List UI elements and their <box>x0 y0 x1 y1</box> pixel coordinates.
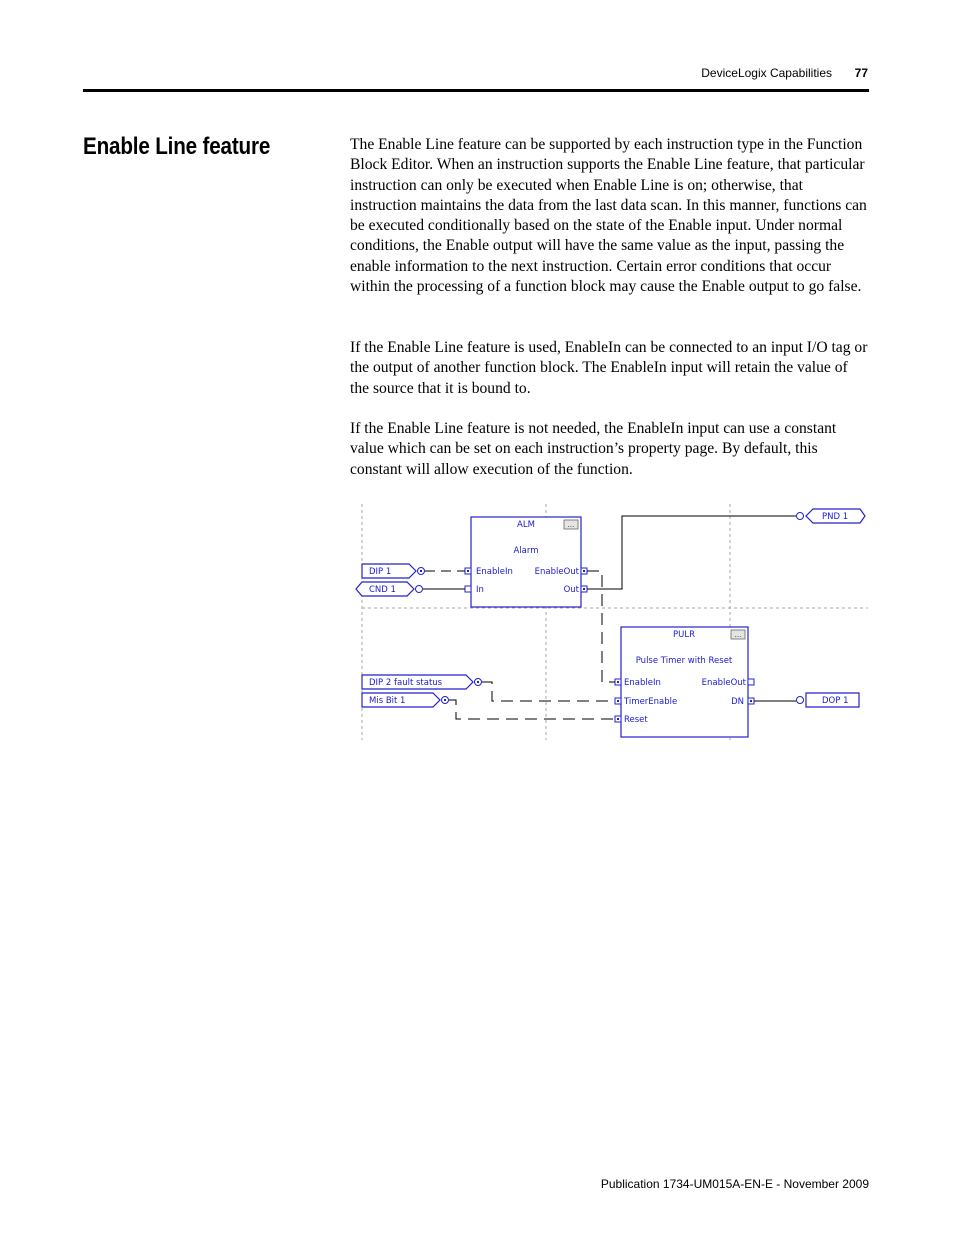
tag-pnd1[interactable] <box>797 509 866 523</box>
sheet-grid <box>362 504 868 740</box>
alm-port-in: In <box>476 585 484 595</box>
alm-tag: ALM <box>517 520 535 530</box>
pulr-tag: PULR <box>673 630 695 640</box>
pulr-port-enablein: EnableIn <box>624 678 661 688</box>
svg-text:PND 1: PND 1 <box>822 512 849 522</box>
footer-publication: Publication 1734-UM015A-EN-E - November 2009 <box>600 1177 869 1191</box>
alm-block[interactable] <box>465 517 587 607</box>
pulr-port-dn: DN <box>731 697 744 707</box>
header-rule <box>83 89 869 92</box>
tag-dop1[interactable] <box>797 693 860 707</box>
pulr-menu-dots: ... <box>734 631 742 639</box>
tag-dip1[interactable] <box>362 564 425 578</box>
alm-port-out: Out <box>563 585 579 595</box>
alm-name: Alarm <box>513 546 539 556</box>
body-paragraph-1: The Enable Line feature can be supported by each instruction type in the Function Block Editor. When an instruction supports the Enable Line feature, that particular instruction can only be executed when Enable Line is on; otherwise, that instruction maintains the data from the last data scan. In this manner, functions can be executed conditionally based on the state of the Enable input. Under normal conditions, the Enable output will have the same value as the input, passing the enable information to the next instruction. Certain error conditions that occur within the processing of a function block may cause the Enable output to go false. <box>350 136 867 296</box>
page-number: 77 <box>854 66 868 80</box>
svg-text:CND 1: CND 1 <box>369 585 396 595</box>
svg-text:DOP 1: DOP 1 <box>822 696 849 706</box>
body-paragraph-3: If the Enable Line feature is not needed, the EnableIn input can use a constant value which can be set on each instruction’s property page. By default, this constant will allow execution of the function. <box>350 420 837 478</box>
pulr-port-reset: Reset <box>624 715 648 725</box>
pulr-block[interactable] <box>615 627 754 737</box>
alm-menu-dots: ... <box>567 521 575 529</box>
function-block-diagram <box>352 500 870 742</box>
pulr-port-timerenable: TimerEnable <box>624 697 678 707</box>
running-header: DeviceLogix Capabilities <box>701 66 832 80</box>
tag-dip2-fault-status[interactable] <box>362 675 482 689</box>
body-paragraph-2: If the Enable Line feature is used, EnableIn can be connected to an input I/O tag or the output of another function block. The EnableIn input will retain the value of the source that it is bound to. <box>350 339 868 397</box>
alm-port-enablein: EnableIn <box>476 567 513 577</box>
svg-text:Mis Bit 1: Mis Bit 1 <box>369 696 406 706</box>
alm-port-enableout: EnableOut <box>534 567 579 577</box>
section-heading: Enable Line feature <box>83 133 271 160</box>
svg-text:DIP 1: DIP 1 <box>369 567 392 577</box>
pulr-port-enableout: EnableOut <box>701 678 746 688</box>
tag-mis-bit-1[interactable] <box>362 693 449 707</box>
svg-text:DIP 2 fault status: DIP 2 fault status <box>369 678 443 688</box>
pulr-name: Pulse Timer with Reset <box>635 656 733 666</box>
alm-in-pin <box>465 586 471 592</box>
pulr-enableout-pin <box>748 679 754 685</box>
tag-cnd1[interactable] <box>356 582 423 596</box>
